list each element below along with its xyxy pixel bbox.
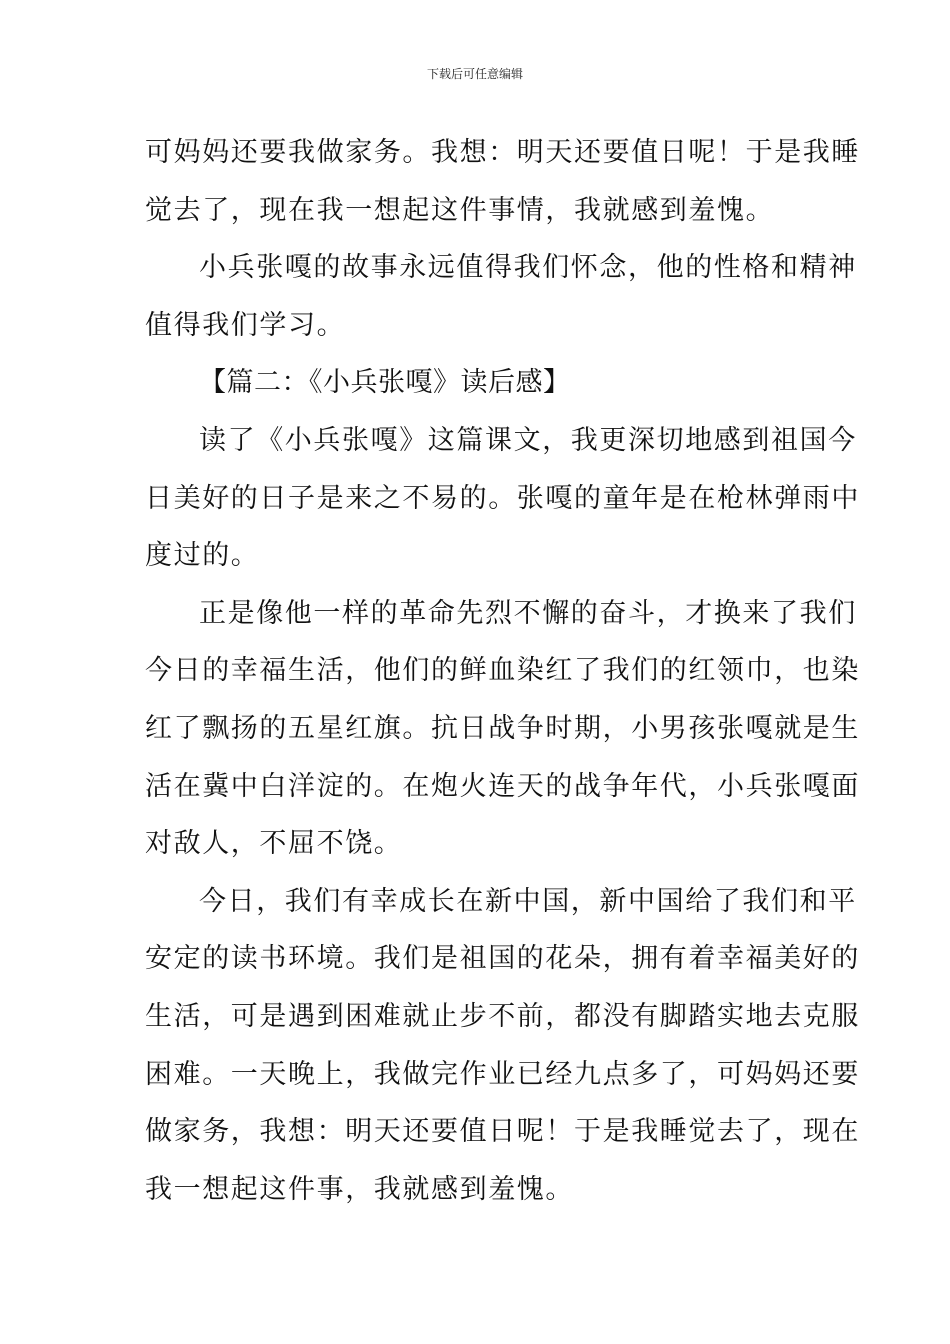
text-line: 生活，可是遇到困难就止步不前，都没有脚踏实地去克服 — [145, 1000, 860, 1032]
text-line: 值得我们学习。 — [145, 309, 346, 341]
text-line: 做家务，我想：明天还要值日呢！于是我睡觉去了，现在 — [145, 1116, 860, 1148]
paragraph-start-line: 小兵张嘎的故事永远值得我们怀念，他的性格和精神 — [199, 252, 857, 284]
text-line: 日美好的日子是来之不易的。张嘎的童年是在枪林弹雨中 — [145, 482, 860, 514]
text-line: 今日的幸福生活，他们的鲜血染红了我们的红领巾，也染 — [145, 655, 860, 687]
text-line: 可妈妈还要我做家务。我想：明天还要值日呢！于是我睡 — [145, 137, 860, 168]
document-body — [145, 124, 860, 1218]
section-heading: 【篇二：《小兵张嘎》读后感】 — [199, 367, 571, 399]
page-header: 下载后可任意编辑 — [426, 67, 523, 81]
text-line: 安定的读书环境。我们是祖国的花朵，拥有着幸福美好的 — [145, 943, 860, 975]
text-line: 觉去了，现在我一想起这件事情，我就感到羞愧。 — [145, 194, 775, 226]
text-line: 度过的。 — [145, 540, 260, 572]
paragraph-start-line: 读了《小兵张嘎》这篇课文，我更深切地感到祖国今 — [199, 424, 857, 456]
text-line: 我一想起这件事，我就感到羞愧。 — [145, 1173, 574, 1205]
text-line: 活在冀中白洋淀的。在炮火连天的战争年代，小兵张嘎面 — [145, 770, 860, 802]
text-line: 对敌人，不屈不饶。 — [145, 828, 403, 860]
text-line: 红了飘扬的五星红旗。抗日战争时期，小男孩张嘎就是生 — [145, 712, 860, 744]
text-line: 困难。一天晚上，我做完作业已经九点多了，可妈妈还要 — [145, 1058, 860, 1090]
paragraph-start-line: 今日，我们有幸成长在新中国，新中国给了我们和平 — [199, 885, 857, 917]
paragraph-start-line: 正是像他一样的革命先烈不懈的奋斗，才换来了我们 — [199, 597, 857, 629]
